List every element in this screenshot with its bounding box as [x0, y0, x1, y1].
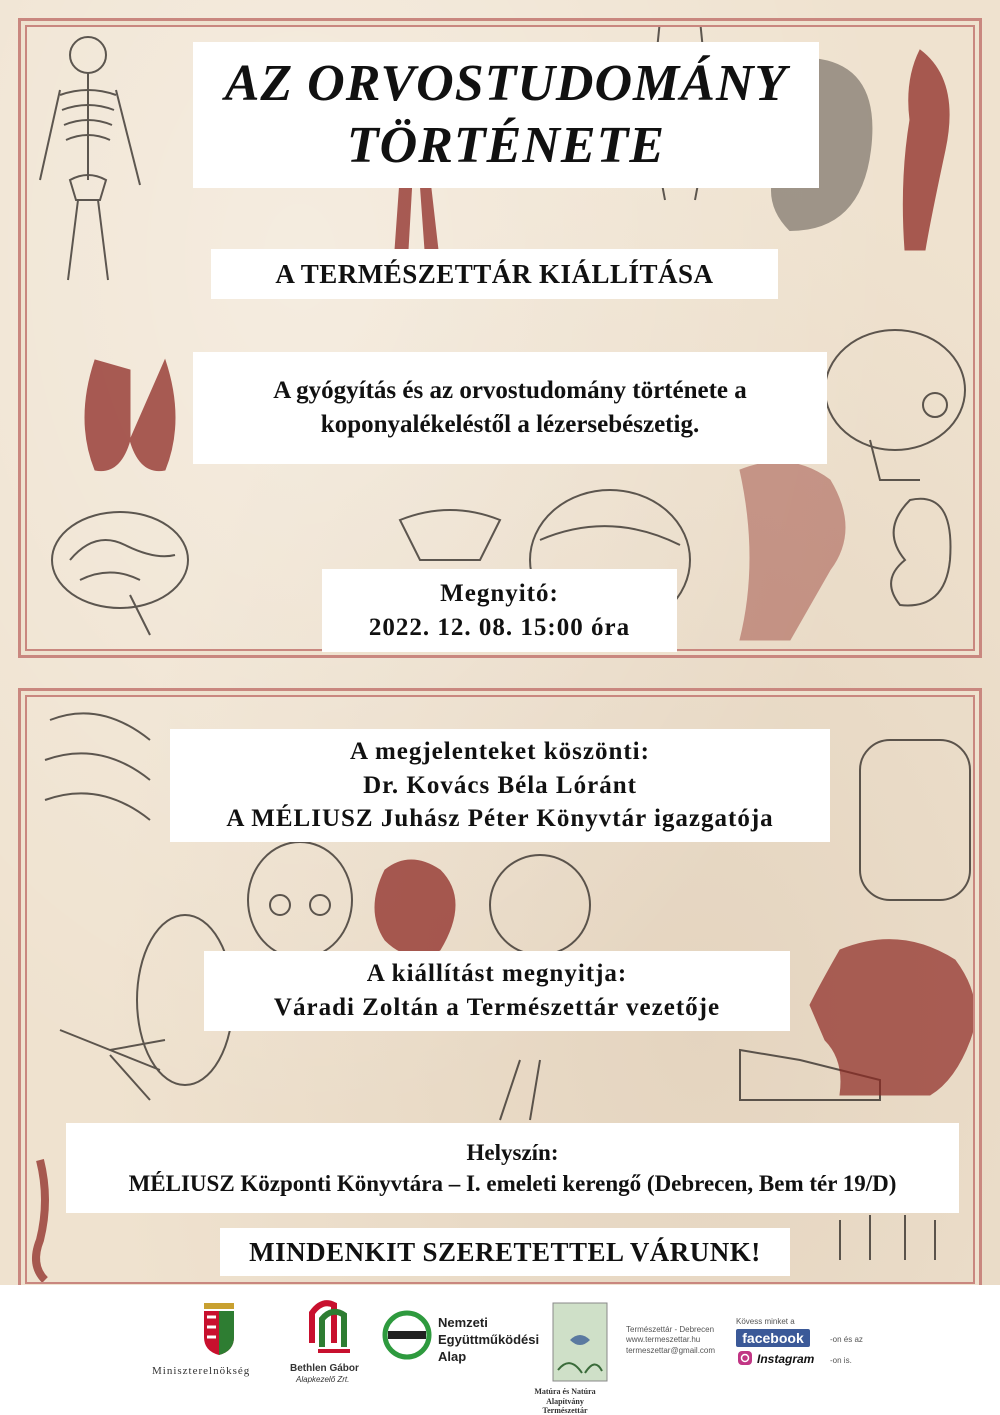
welcome-text: MINDENKIT SZERETETTEL VÁRUNK!: [249, 1236, 761, 1267]
opener-label: A kiállítást megnyitja:: [366, 960, 628, 988]
sponsor-footer: [0, 1285, 1000, 1415]
hungarian-coat-of-arms-icon: [204, 1303, 234, 1355]
title-line-2: TÖRTÉNETE: [346, 117, 666, 174]
nea-label: [438, 1315, 539, 1366]
venue-address: MÉLIUSZ Központi Könyvtára – I. emeleti kerengő (Debrecen, Bem tér 19/D): [128, 1171, 897, 1196]
description-box: [193, 352, 827, 464]
matura-line-1: Matúra és Natúra Alapítvány: [534, 1387, 596, 1406]
greeting-label: A megjelenteket köszönti:: [350, 737, 650, 765]
bethlen-gabor-label: Bethlen Gábor: [290, 1363, 359, 1374]
contact-email[interactable]: termeszettar@gmail.com: [626, 1345, 716, 1355]
title-line-1: AZ ORVOSTUDOMÁNY: [224, 54, 788, 112]
bethlen-gabor-logo-icon: [312, 1303, 350, 1351]
greeting-box: [170, 729, 830, 842]
matura-natura-caption: [520, 1387, 610, 1415]
greeting-name: Dr. Kovács Béla Lóránt: [363, 771, 637, 799]
nea-line-1: Nemzeti: [438, 1315, 488, 1330]
nea-logo-icon: [385, 1313, 429, 1357]
opening-datetime: 2022. 12. 08. 15:00 óra: [368, 613, 631, 641]
contact-name: Természettár - Debrecen: [626, 1325, 715, 1334]
opening-label: Megnyitó:: [440, 579, 559, 607]
description-line-2: koponyalékeléstől a lézersebészetig.: [320, 411, 700, 438]
subtitle-box: [211, 249, 778, 299]
instagram-label[interactable]: Instagram: [757, 1352, 815, 1366]
government-logo-label: Miniszterelnökség: [152, 1365, 251, 1377]
opener-box: [204, 951, 790, 1031]
welcome-box: [220, 1228, 790, 1276]
social-suffix-2: -on is.: [830, 1356, 852, 1365]
termeszettar-contact: [626, 1325, 715, 1356]
matura-natura-cover-icon: [553, 1303, 607, 1381]
venue-box: [66, 1123, 959, 1213]
opener-name: Váradi Zoltán a Természettár vezetője: [273, 994, 721, 1021]
contact-website[interactable]: www.termeszettar.hu: [626, 1335, 701, 1345]
nea-line-2: Együttműködési: [438, 1331, 540, 1347]
instagram-icon: [738, 1351, 752, 1365]
venue-label: Helyszín:: [466, 1139, 559, 1165]
follow-us-label: Kövess minket a: [736, 1317, 795, 1326]
opening-box: [322, 569, 677, 652]
nea-line-3: Alap: [438, 1348, 467, 1364]
bethlen-gabor-sublabel: Alapkezelő Zrt.: [296, 1375, 350, 1384]
matura-line-2: Természettár: [542, 1406, 588, 1415]
title-box: [193, 42, 819, 188]
subtitle: A TERMÉSZETTÁR KIÁLLÍTÁSA: [275, 258, 714, 289]
facebook-badge[interactable]: facebook: [736, 1329, 810, 1347]
greeting-title: A MÉLIUSZ Juhász Péter Könyvtár igazgatója: [226, 805, 774, 833]
social-suffix-1: -on és az: [830, 1335, 863, 1344]
description-line-1: A gyógyítás és az orvostudomány története a: [273, 377, 747, 405]
